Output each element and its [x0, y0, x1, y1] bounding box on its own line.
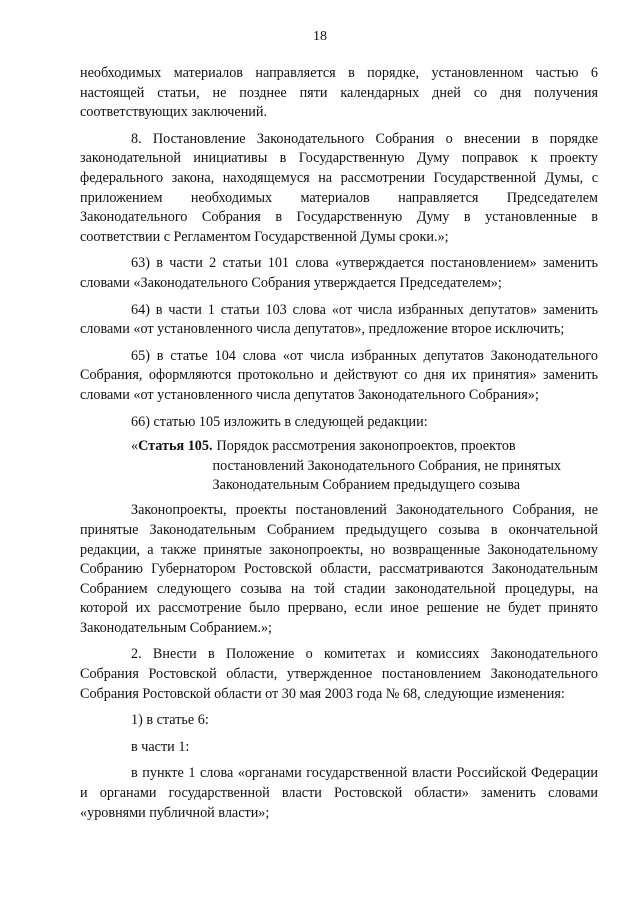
page-number: 18 — [313, 29, 327, 44]
paragraph-amendment-65: 65) в статье 104 слова «от числа избранных депутатов Законодательного Собрания, оформляются протокольно и действуют со дня их принятия» заменить словами «от установленного числа депутатов Законодательного Собрания»; — [80, 347, 598, 403]
paragraph-amendment-63: 63) в части 2 статьи 101 слова «утверждается постановлением» заменить словами «Законодательного Собрания утверждается Председателем»; — [80, 255, 598, 291]
paragraph-amendment-64: 64) в части 1 статьи 103 слова «от числа избранных депутатов» заменить словами «от установленного числа депутатов», предложение второе исключить; — [80, 301, 598, 338]
paragraph-amendment-66: 66) статью 105 изложить в следующей редакции: — [131, 413, 428, 430]
article-title-line-3: Законодательным Собранием предыдущего созыва — [212, 476, 521, 493]
paragraph-continuation: необходимых материалов направляется в порядке, установленном частью 6 настоящей статьи, не позднее пяти календарных дней со дня получения соответствующих заключений. — [80, 65, 598, 121]
article-label-wrapper — [131, 437, 213, 495]
paragraph-article-text: Законопроекты, проекты постановлений Законодательного Собрания, не принятые Законодательным Собранием предыдущего созыва в окончательной редакции, а также принятые законопроекты, но возвращенные Законодательному Собранию Губернатором Ростовской области, рассматриваются Законодательным Собранием следующего созыва на той стадии законодательной процедуры, на которой их рассмотрение было прервано, если иное решение не будет принято Законодательным Собранием.»; — [80, 502, 598, 636]
document-body — [80, 64, 598, 830]
article-label: Статья 105. — [138, 438, 213, 455]
article-title-line-2: постановлений Законодательного Собрания, не принятых — [212, 457, 562, 474]
paragraph-part-1: в части 1: — [131, 738, 190, 755]
paragraph-subitem-1: 1) в статье 6: — [131, 712, 209, 729]
paragraph-item-8: 8. Постановление Законодательного Собрания о внесении в порядке законодательной инициативы в Государственную Думу поправок к проекту федерального закона, находящемуся на рассмотрении Государственной Думы, с приложением необходимых материалов направляется Председателем Законодательного Собрания в Государственную Думу в установленные в соответствии с Регламентом Государственной Думы сроки.»; — [80, 130, 598, 245]
article-open-quote: « — [131, 438, 139, 455]
article-title — [213, 437, 598, 495]
article-heading — [131, 437, 598, 495]
paragraph-item-2: 2. Внести в Положение о комитетах и комиссиях Законодательного Собрания Ростовской области, утвержденное постановлением Законодательного Собрания Ростовской области от 30 мая 2003 года № 68, следующие изменения: — [80, 646, 598, 702]
article-title-line-1: Порядок рассмотрения законопроектов, проектов — [216, 438, 516, 455]
paragraph-point-1: в пункте 1 слова «органами государственной власти Российской Федерации и органами государственной власти Ростовской области» заменить словами «уровнями публичной власти»; — [80, 765, 598, 821]
